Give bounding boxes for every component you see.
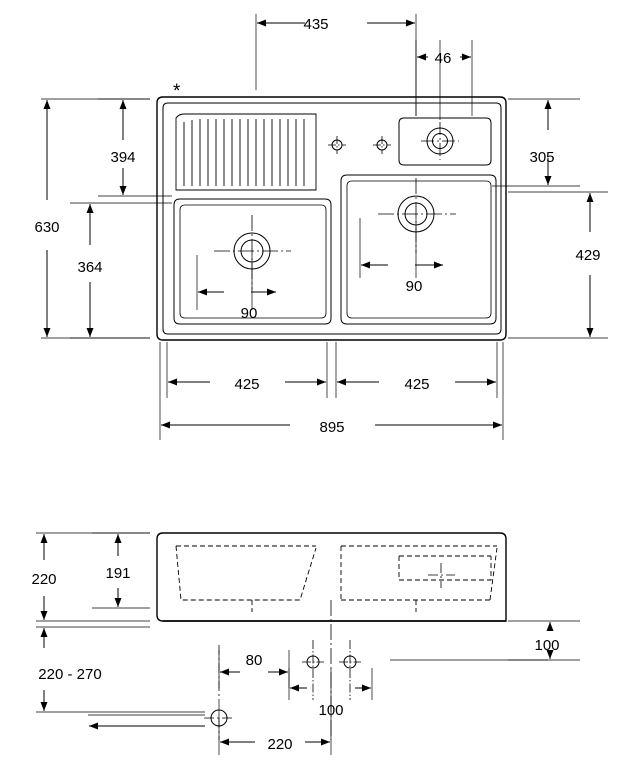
dim-label-100-bottom: 100 xyxy=(318,702,344,719)
front-view-tap-cross xyxy=(428,563,455,588)
front-view-drain-marks xyxy=(252,600,416,612)
dim-label-435: 435 xyxy=(303,16,329,33)
tap-hole-main xyxy=(421,122,459,160)
dim-label-425-right: 425 xyxy=(404,376,430,393)
dim-label-220: 220 xyxy=(31,571,57,588)
dim-100-bottom xyxy=(289,668,372,700)
drainer-grooves xyxy=(176,114,316,190)
dim-label-80: 80 xyxy=(245,652,263,669)
accessory-hole-2 xyxy=(373,136,391,154)
right-basin xyxy=(341,175,496,324)
asterisk-marker: * xyxy=(173,81,181,102)
dim-435 xyxy=(256,14,416,116)
dim-label-220-270: 220 - 270 xyxy=(38,666,102,683)
dim-label-46: 46 xyxy=(434,50,452,67)
dim-label-90-left: 90 xyxy=(240,305,258,322)
dim-label-90-right: 90 xyxy=(405,278,423,295)
dim-label-191: 191 xyxy=(105,565,131,582)
dim-429 xyxy=(508,192,608,338)
dim-90-right xyxy=(360,218,443,278)
dim-394 xyxy=(98,99,172,196)
accessory-hole-1 xyxy=(328,136,346,154)
dim-305 xyxy=(492,99,580,186)
dim-label-220-bottom: 220 xyxy=(267,736,293,753)
dim-label-100-right: 100 xyxy=(534,637,560,654)
dim-label-394: 394 xyxy=(110,149,136,166)
dim-label-895: 895 xyxy=(319,419,345,436)
dim-label-305: 305 xyxy=(529,149,555,166)
tap-ledge xyxy=(399,118,491,165)
dim-label-429: 429 xyxy=(575,247,601,264)
front-view-basin-profiles xyxy=(176,546,497,600)
dim-label-364: 364 xyxy=(77,259,103,276)
dim-90-left xyxy=(197,255,276,310)
dim-label-630: 630 xyxy=(34,219,60,236)
dim-label-425-left: 425 xyxy=(234,376,260,393)
dim-220-bottom xyxy=(88,700,331,755)
